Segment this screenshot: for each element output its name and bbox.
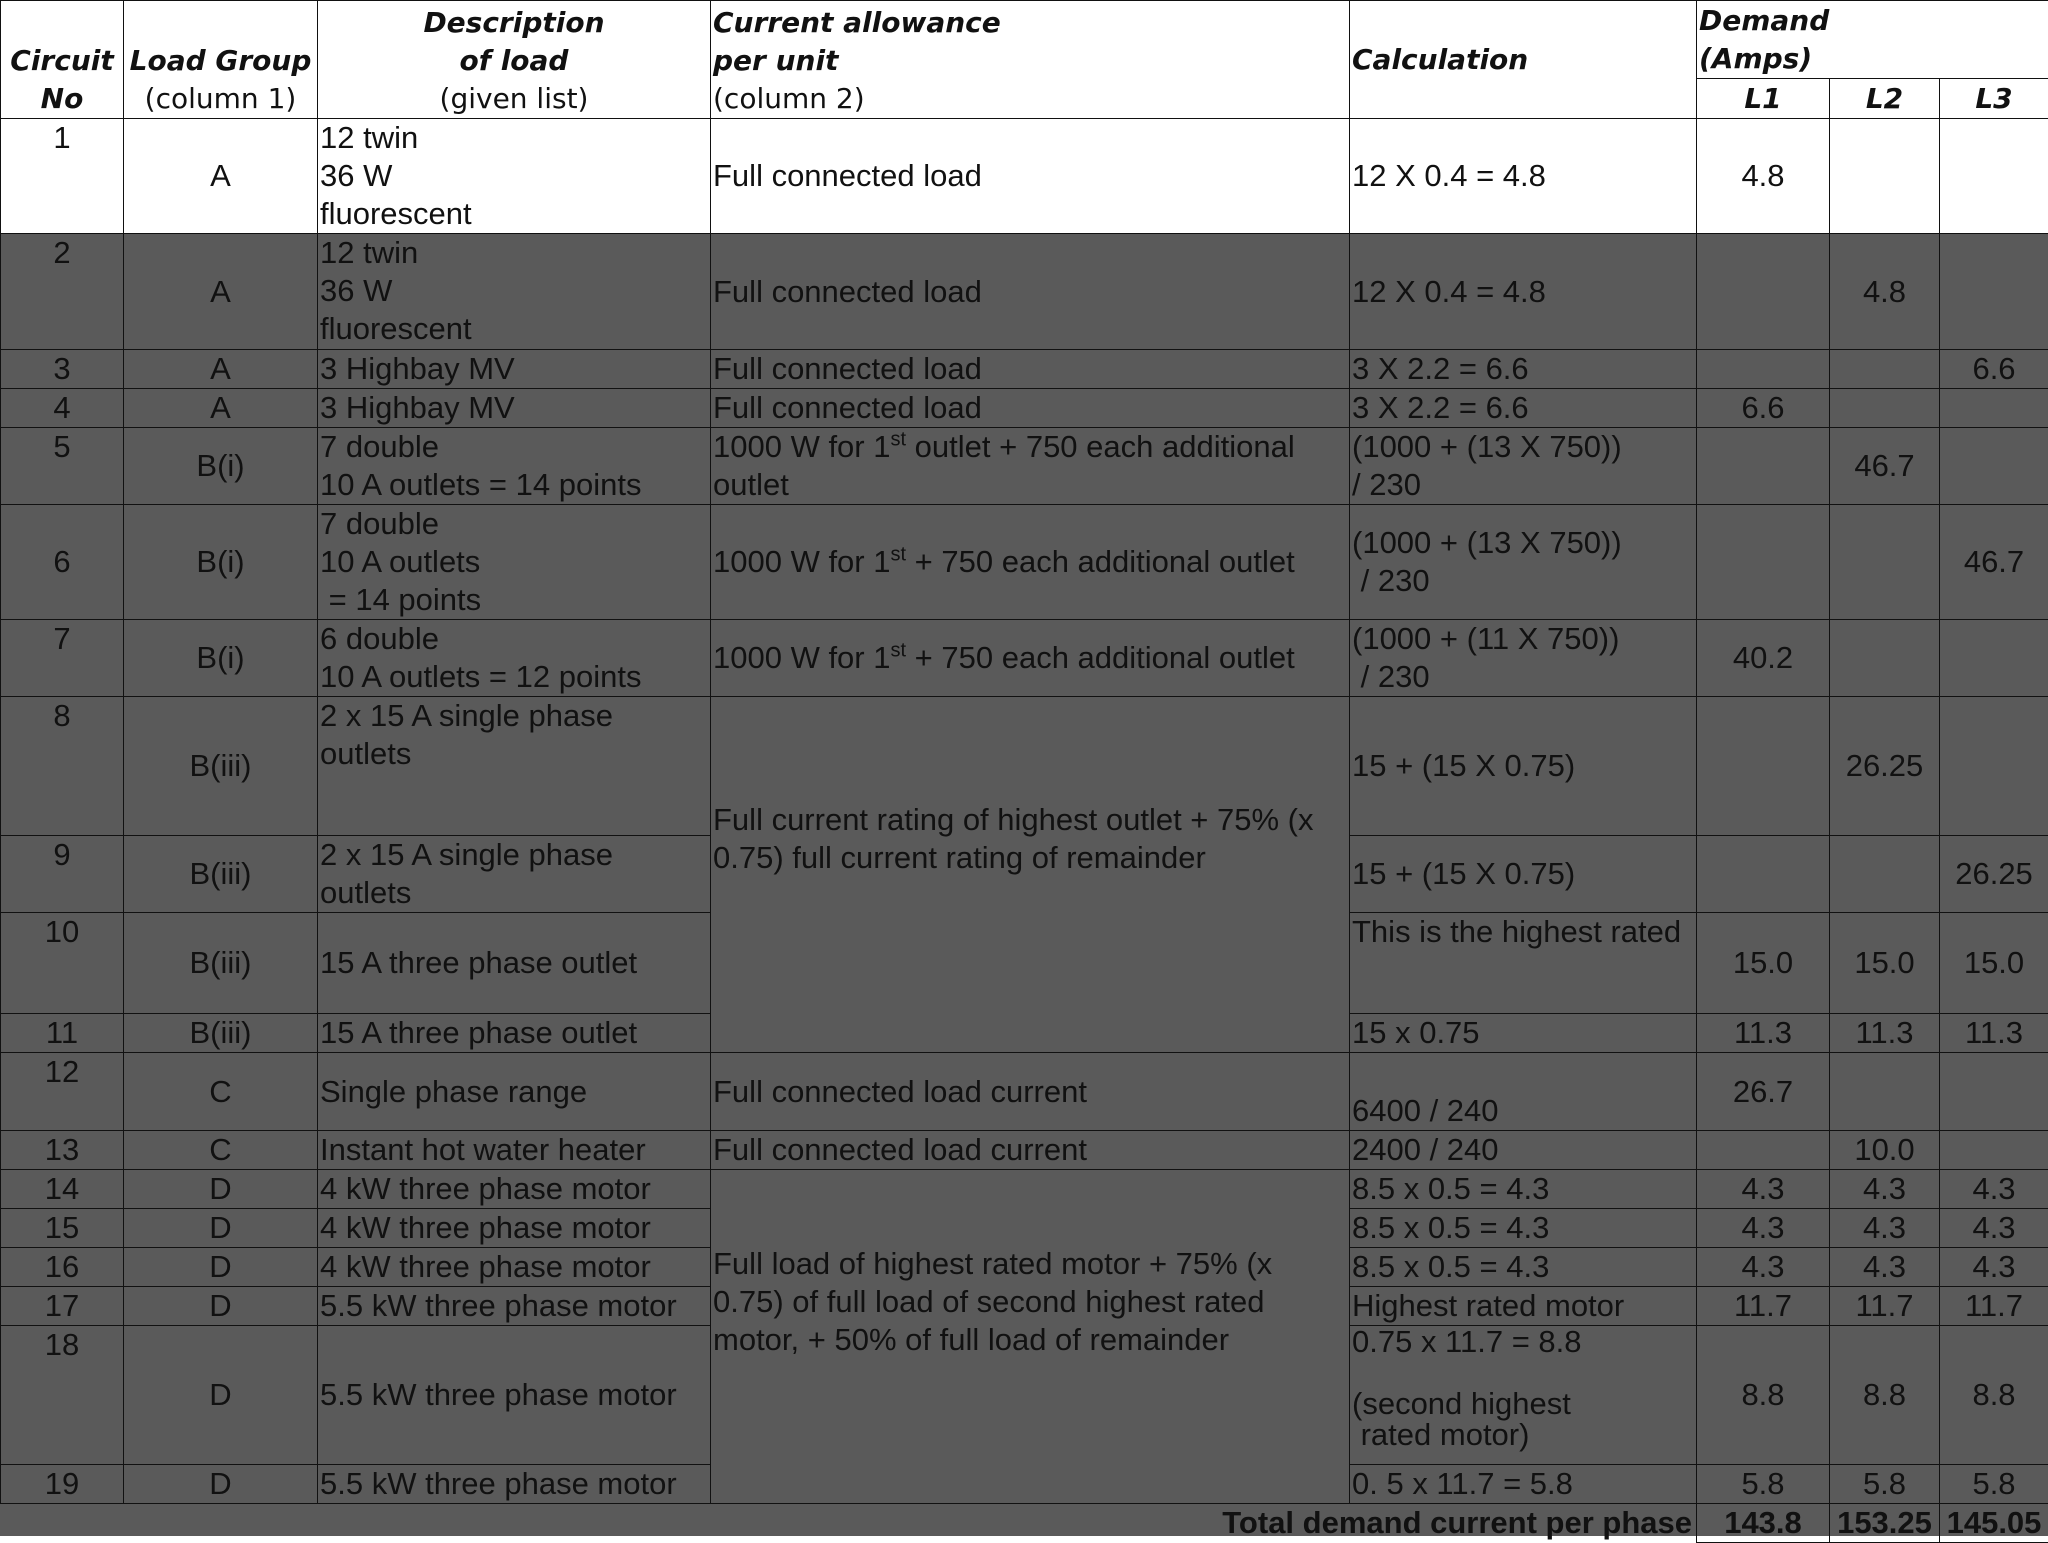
circuit-no: 16 [1, 1248, 124, 1287]
header-l2: L2 [1830, 79, 1940, 119]
allowance: Full connected load [711, 119, 1350, 234]
demand-l1: 15.0 [1697, 913, 1830, 1014]
demand-l2: 46.7 [1830, 428, 1940, 505]
load-group: B(iii) [124, 697, 318, 836]
calculation: 3 X 2.2 = 6.6 [1350, 350, 1697, 389]
calculation: 12 X 0.4 = 4.8 [1350, 234, 1697, 350]
demand-l2: 26.25 [1830, 697, 1940, 836]
load-group: B(iii) [124, 913, 318, 1014]
allowance: Full connected load current [711, 1131, 1350, 1170]
calculation: 15 x 0.75 [1350, 1014, 1697, 1053]
calculation: This is the highest rated [1350, 913, 1697, 1014]
demand-l1: 4.8 [1697, 119, 1830, 234]
load-description: 5.5 kW three phase motor [318, 1287, 711, 1326]
demand-l2: 11.7 [1830, 1287, 1940, 1326]
demand-l1 [1697, 505, 1830, 620]
demand-l3: 8.8 [1940, 1326, 2048, 1465]
demand-l3 [1940, 119, 2048, 234]
demand-l3: 46.7 [1940, 505, 2048, 620]
calculation: 8.5 x 0.5 = 4.3 [1350, 1170, 1697, 1209]
load-description: 4 kW three phase motor [318, 1170, 711, 1209]
load-group: C [124, 1053, 318, 1131]
demand-l2 [1830, 350, 1940, 389]
demand-l3: 5.8 [1940, 1465, 2048, 1504]
header-load-group: Load Group (column 1) [124, 1, 318, 119]
allowance: Full connected load [711, 350, 1350, 389]
demand-l1: 40.2 [1697, 620, 1830, 697]
circuit-no: 10 [1, 913, 124, 1014]
calculation: 15 + (15 X 0.75) [1350, 697, 1697, 836]
load-description: 4 kW three phase motor [318, 1209, 711, 1248]
calculation: 15 + (15 X 0.75) [1350, 836, 1697, 913]
demand-l1 [1697, 428, 1830, 505]
header-circuit-no: Circuit No [1, 1, 124, 119]
load-description: Single phase range [318, 1053, 711, 1131]
circuit-no: 9 [1, 836, 124, 913]
circuit-no: 13 [1, 1131, 124, 1170]
load-group: D [124, 1465, 318, 1504]
demand-l2 [1830, 505, 1940, 620]
demand-l2: 4.3 [1830, 1170, 1940, 1209]
demand-l2 [1830, 620, 1940, 697]
circuit-no: 18 [1, 1326, 124, 1465]
circuit-no: 3 [1, 350, 124, 389]
allowance: 1000 W for 1st + 750 each additional outlet [711, 505, 1350, 620]
allowance: Full connected load current [711, 1053, 1350, 1131]
demand-l2 [1830, 836, 1940, 913]
header-l3: L3 [1940, 79, 2048, 119]
demand-l3: 6.6 [1940, 350, 2048, 389]
demand-l2 [1830, 389, 1940, 428]
demand-l1: 11.3 [1697, 1014, 1830, 1053]
load-group: A [124, 119, 318, 234]
header-description: Description of load (given list) [318, 1, 711, 119]
calculation: 8.5 x 0.5 = 4.3 [1350, 1209, 1697, 1248]
table-row [1, 505, 2048, 620]
allowance: 1000 W for 1st outlet + 750 each additional outlet [711, 428, 1350, 505]
load-description: 6 double 10 A outlets = 12 points [318, 620, 711, 697]
load-group: B(i) [124, 620, 318, 697]
calculation: 6400 / 240 [1350, 1053, 1697, 1131]
demand-l3: 15.0 [1940, 913, 2048, 1014]
total-l1: 143.8 [1697, 1504, 1830, 1543]
circuit-no: 1 [1, 119, 124, 234]
table-row [1, 119, 2048, 234]
demand-l3: 4.3 [1940, 1209, 2048, 1248]
header-current-allowance: Current allowance per unit (column 2) [711, 1, 1350, 119]
demand-l3: 11.7 [1940, 1287, 2048, 1326]
load-group: C [124, 1131, 318, 1170]
demand-l2: 4.8 [1830, 234, 1940, 350]
demand-l2: 4.3 [1830, 1248, 1940, 1287]
allowance: 1000 W for 1st + 750 each additional outlet [711, 620, 1350, 697]
load-description: 15 A three phase outlet [318, 913, 711, 1014]
demand-l1: 4.3 [1697, 1209, 1830, 1248]
table-row [1, 389, 2048, 428]
header-demand: Demand (Amps) [1697, 1, 2048, 79]
load-description: 5.5 kW three phase motor [318, 1326, 711, 1465]
demand-l3: 4.3 [1940, 1170, 2048, 1209]
circuit-no: 14 [1, 1170, 124, 1209]
demand-l3 [1940, 697, 2048, 836]
allowance: Full connected load [711, 389, 1350, 428]
total-row [1, 1504, 2048, 1543]
demand-l1: 26.7 [1697, 1053, 1830, 1131]
load-group: B(iii) [124, 1014, 318, 1053]
demand-l3 [1940, 1053, 2048, 1131]
allowance-outlets-merged: Full current rating of highest outlet + 75% (x 0.75) full current rating of remainder [711, 697, 1350, 1053]
demand-l1: 5.8 [1697, 1465, 1830, 1504]
header-l1: L1 [1697, 79, 1830, 119]
total-l3: 145.05 [1940, 1504, 2048, 1543]
demand-l1 [1697, 234, 1830, 350]
circuit-no: 7 [1, 620, 124, 697]
table-row [1, 234, 2048, 350]
demand-l3: 4.3 [1940, 1248, 2048, 1287]
demand-l3 [1940, 620, 2048, 697]
demand-l3 [1940, 389, 2048, 428]
load-group: D [124, 1326, 318, 1465]
load-description: 4 kW three phase motor [318, 1248, 711, 1287]
demand-l1 [1697, 697, 1830, 836]
demand-l2: 5.8 [1830, 1465, 1940, 1504]
demand-l3 [1940, 234, 2048, 350]
table-row [1, 350, 2048, 389]
calculation: (1000 + (13 X 750)) / 230 [1350, 428, 1697, 505]
demand-l2: 4.3 [1830, 1209, 1940, 1248]
circuit-no: 2 [1, 234, 124, 350]
calculation: (1000 + (11 X 750)) / 230 [1350, 620, 1697, 697]
load-group: B(i) [124, 505, 318, 620]
table-row [1, 1170, 2048, 1209]
calculation: (1000 + (13 X 750)) / 230 [1350, 505, 1697, 620]
load-description: 5.5 kW three phase motor [318, 1465, 711, 1504]
load-group: D [124, 1287, 318, 1326]
load-group: A [124, 389, 318, 428]
demand-l1 [1697, 1131, 1830, 1170]
allowance-motors-merged: Full load of highest rated motor + 75% (x 0.75) of full load of second highest rated motor, + 50% of full load of remainder [711, 1170, 1350, 1504]
load-description: 2 x 15 A single phase outlets [318, 697, 711, 836]
circuit-no: 8 [1, 697, 124, 836]
demand-l2: 8.8 [1830, 1326, 1940, 1465]
calculation: 2400 / 240 [1350, 1131, 1697, 1170]
header-calculation: Calculation [1350, 1, 1697, 119]
demand-l2: 15.0 [1830, 913, 1940, 1014]
load-group: B(i) [124, 428, 318, 505]
calculation: Highest rated motor [1350, 1287, 1697, 1326]
circuit-no: 11 [1, 1014, 124, 1053]
demand-l1: 4.3 [1697, 1170, 1830, 1209]
allowance: Full connected load [711, 234, 1350, 350]
total-l2: 153.25 [1830, 1504, 1940, 1543]
demand-l2: 11.3 [1830, 1014, 1940, 1053]
demand-l3: 26.25 [1940, 836, 2048, 913]
demand-l2 [1830, 1053, 1940, 1131]
load-description: 12 twin 36 W fluorescent [318, 119, 711, 234]
load-description: Instant hot water heater [318, 1131, 711, 1170]
load-group: B(iii) [124, 836, 318, 913]
circuit-no: 17 [1, 1287, 124, 1326]
calculation: 0.75 x 11.7 = 8.8 (second highest rated motor) [1350, 1326, 1697, 1465]
circuit-no: 6 [1, 505, 124, 620]
load-group: A [124, 350, 318, 389]
load-group: D [124, 1248, 318, 1287]
demand-l1 [1697, 836, 1830, 913]
load-description: 3 Highbay MV [318, 389, 711, 428]
demand-l1: 4.3 [1697, 1248, 1830, 1287]
total-label: Total demand current per phase [1, 1504, 1697, 1543]
demand-l1 [1697, 350, 1830, 389]
table-row [1, 620, 2048, 697]
load-group: A [124, 234, 318, 350]
table-row [1, 697, 2048, 836]
calculation: 0. 5 x 11.7 = 5.8 [1350, 1465, 1697, 1504]
load-description: 3 Highbay MV [318, 350, 711, 389]
load-group: D [124, 1209, 318, 1248]
table-row [1, 1131, 2048, 1170]
table-row [1, 1053, 2048, 1131]
load-description: 12 twin 36 W fluorescent [318, 234, 711, 350]
demand-l2 [1830, 119, 1940, 234]
load-description: 7 double 10 A outlets = 14 points [318, 428, 711, 505]
load-description: 15 A three phase outlet [318, 1014, 711, 1053]
demand-l1: 6.6 [1697, 389, 1830, 428]
circuit-no: 15 [1, 1209, 124, 1248]
circuit-no: 19 [1, 1465, 124, 1504]
demand-l1: 11.7 [1697, 1287, 1830, 1326]
calculation: 8.5 x 0.5 = 4.3 [1350, 1248, 1697, 1287]
circuit-no: 12 [1, 1053, 124, 1131]
load-description: 7 double 10 A outlets = 14 points [318, 505, 711, 620]
demand-l2: 10.0 [1830, 1131, 1940, 1170]
circuit-no: 4 [1, 389, 124, 428]
demand-l3 [1940, 428, 2048, 505]
load-group: D [124, 1170, 318, 1209]
circuit-no: 5 [1, 428, 124, 505]
demand-l3 [1940, 1131, 2048, 1170]
calculation: 12 X 0.4 = 4.8 [1350, 119, 1697, 234]
load-description: 2 x 15 A single phase outlets [318, 836, 711, 913]
table-row [1, 428, 2048, 505]
demand-l1: 8.8 [1697, 1326, 1830, 1465]
calculation: 3 X 2.2 = 6.6 [1350, 389, 1697, 428]
demand-l3: 11.3 [1940, 1014, 2048, 1053]
